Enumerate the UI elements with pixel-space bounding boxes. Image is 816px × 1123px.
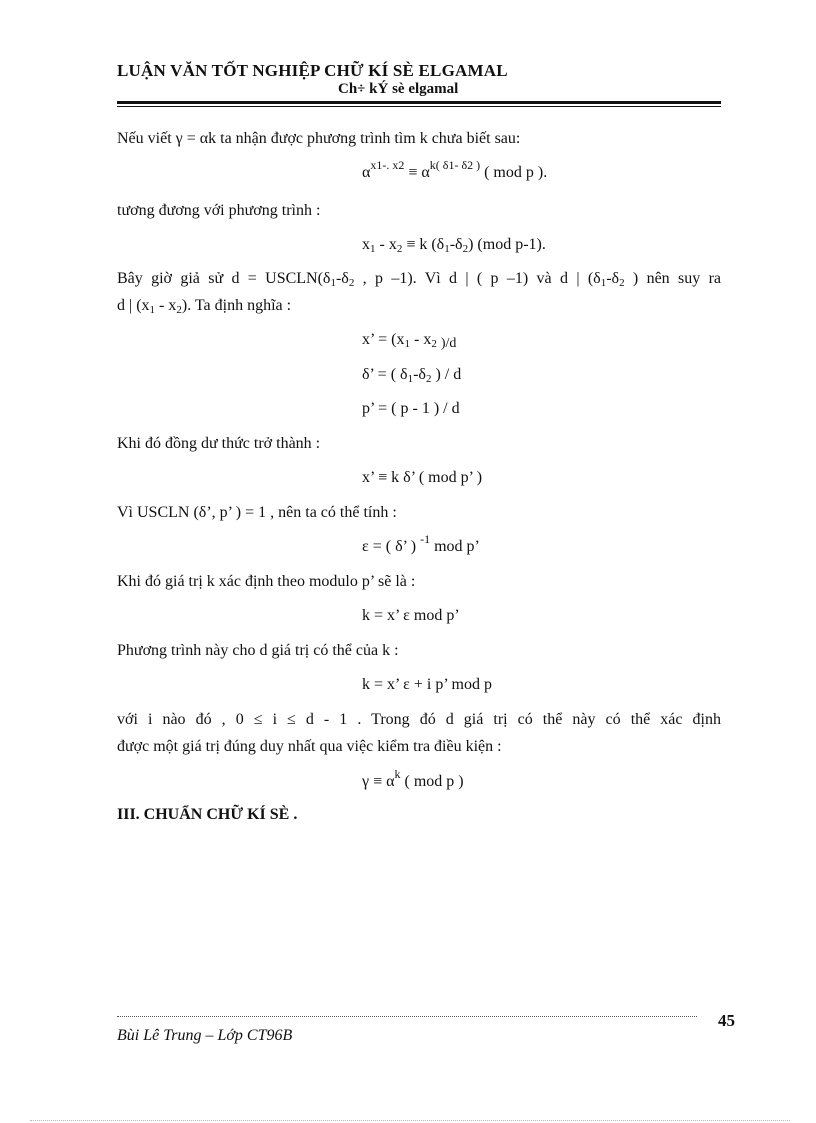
- paragraph-line: được một giá trị đúng duy nhất qua việc kiểm tra điều kiện :: [117, 738, 502, 755]
- eq1-exponent-2: k( δ1- δ2 ): [429, 158, 481, 172]
- paragraph-line: d | $(x_1 - x_2)$. Ta định nghĩa :: [117, 297, 292, 316]
- equation-k: k = x’ ε mod p’: [362, 607, 460, 624]
- equation-congruence: x’ ≡ k δ’ ( mod p’ ): [362, 469, 483, 486]
- equation-1: [362, 158, 548, 182]
- footer-rule: [117, 1016, 697, 1017]
- equation-x-prime: x’ = ($x_1 - x_2$ $_{)/d}$: [362, 331, 457, 351]
- eq1-base: α: [362, 164, 371, 181]
- eq10-prefix: γ ≡ α: [362, 773, 395, 790]
- equation-2: $x_1 - x_2 \equiv k$ $(\delta_1-\delta_2)$ (mod p-1).: [362, 236, 546, 255]
- eq10-tail: ( mod p ): [400, 773, 464, 790]
- header-rule-thick: [117, 101, 721, 104]
- footer-author: Bùi Lê Trung – Lớp CT96B: [117, 1027, 293, 1044]
- paragraph-line: Phương trình này cho d giá trị có thể của k :: [117, 642, 399, 659]
- eq1-middle: ≡ α: [408, 164, 430, 181]
- page-number: 45: [718, 1011, 735, 1030]
- equation-delta-prime: δ’ = ( $\delta_1-\delta_2$ ) / d: [362, 366, 462, 385]
- paragraph-line: Khi đó giá trị k xác định theo modulo p’ sẽ là :: [117, 573, 416, 590]
- equation-epsilon: ε = ( δ’ ) $^{-1}$ mod p’: [362, 532, 480, 555]
- eq1-tail: ( mod p ).: [480, 164, 548, 181]
- document-subtitle: Ch÷ kÝ sè elgamal: [338, 81, 459, 97]
- equation-check: [362, 767, 464, 791]
- paragraph-line: Bây giờ giả sử $d = USCLN(\delta_1-\delta_2$ , p –1). Vì d | ( p –1) và d | ($\delta_1-\delta_2$ ) nên suy ra: [117, 270, 722, 289]
- eq10-exponent: k: [394, 767, 401, 781]
- header-rule-thin: [117, 106, 721, 107]
- equation-p-prime: p’ = ( p - 1 ) / d: [362, 400, 460, 417]
- equation-k-general: k = x’ ε + i p’ mod p: [362, 676, 492, 693]
- paragraph-line: Nếu viết γ = αk ta nhận được phương trình tìm k chưa biết sau:: [117, 130, 521, 147]
- document-title: LUẬN VĂN TỐT NGHIỆP CHỮ KÍ SÈ ELGAMAL: [117, 61, 508, 80]
- paragraph-line: với i nào đó , 0 ≤ i ≤ d - 1 . Trong đó d giá trị có thể này có thể xác định: [117, 711, 721, 728]
- paragraph-line: Vì USCLN (δ’, p’ ) = 1 , nên ta có thể tính :: [117, 504, 397, 521]
- eq1-exponent: x1-. x2: [370, 158, 405, 172]
- section-heading: III. CHUẨN CHỮ KÍ SÈ .: [117, 806, 298, 823]
- paragraph-line: Khi đó đồng dư thức trở thành :: [117, 435, 321, 452]
- paragraph-line: tương đương với phương trình :: [117, 202, 321, 219]
- page-bottom-rule: [30, 1120, 790, 1121]
